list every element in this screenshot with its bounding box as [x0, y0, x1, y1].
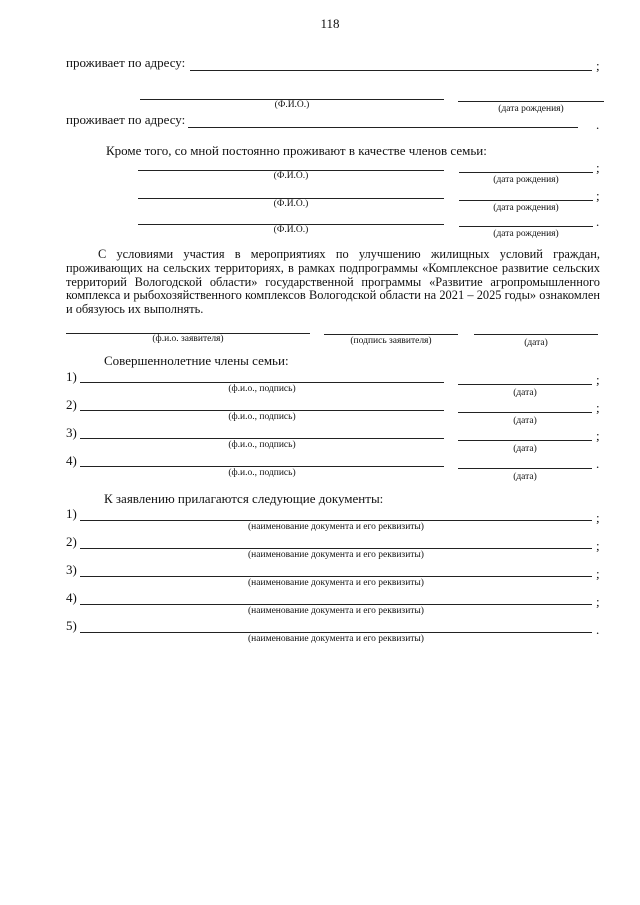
- document-line[interactable]: [80, 520, 592, 521]
- family-birth-line[interactable]: [459, 200, 593, 201]
- adults-heading: Совершеннолетние члены семьи:: [104, 353, 289, 368]
- line-end-mark: .: [596, 622, 600, 637]
- document-line[interactable]: [80, 604, 592, 605]
- fio-caption: (Ф.И.О.): [273, 171, 309, 181]
- document-caption: (наименование документа и его реквизиты): [248, 634, 424, 644]
- birth-caption: (дата рождения): [493, 229, 559, 239]
- adult-fio-sign-line[interactable]: [80, 410, 444, 411]
- family-birth-line[interactable]: [459, 226, 593, 227]
- line-end-mark: ;: [596, 400, 600, 415]
- applicant-sign-line[interactable]: [324, 334, 458, 335]
- birth-date-line[interactable]: [458, 101, 604, 102]
- applicant-date-caption: (дата): [524, 338, 548, 348]
- adult-date-line[interactable]: [458, 468, 592, 469]
- line-end-mark: ;: [596, 58, 600, 73]
- applicant-fio-caption: (ф.и.о. заявителя): [152, 334, 224, 344]
- line-end-mark: ;: [596, 510, 600, 525]
- fio-caption: (Ф.И.О.): [273, 225, 309, 235]
- document-number: 2): [66, 534, 77, 549]
- document-caption: (наименование документа и его реквизиты): [248, 522, 424, 532]
- adult-fio-sign-line[interactable]: [80, 382, 444, 383]
- adult-fio-sign-line[interactable]: [80, 466, 444, 467]
- applicant-date-line[interactable]: [474, 334, 598, 335]
- line-end-mark: ;: [596, 594, 600, 609]
- line-end-mark: ;: [596, 160, 600, 175]
- adult-date-caption: (дата): [513, 388, 537, 398]
- adult-number: 2): [66, 397, 77, 412]
- address-label: проживает по адресу:: [66, 55, 186, 70]
- documents-heading: К заявлению прилагаются следующие документы:: [104, 491, 384, 506]
- document-line[interactable]: [80, 548, 592, 549]
- document-line[interactable]: [80, 576, 592, 577]
- line-end-mark: ;: [596, 538, 600, 553]
- document-number: 3): [66, 562, 77, 577]
- birth-caption: (дата рождения): [493, 203, 559, 213]
- line-end-mark: ;: [596, 428, 600, 443]
- address-label: проживает по адресу:: [66, 112, 186, 127]
- document-caption: (наименование документа и его реквизиты): [248, 550, 424, 560]
- adult-date-line[interactable]: [458, 384, 592, 385]
- line-end-mark: ;: [596, 372, 600, 387]
- page-number: 118: [320, 16, 340, 31]
- line-end-mark: .: [596, 117, 600, 132]
- document-number: 4): [66, 590, 77, 605]
- address-line[interactable]: [190, 70, 592, 71]
- conditions-paragraph: С условиями участия в мероприятиях по улучшению жилищных условий граждан, проживающих на сельских территориях, в рамках подпрограммы «Комплексное развитие сельских территорий Вологодской области» государственной программы «Развитие агропромышленного комплекса и рыбохозяйственного комплексов Вологодской области на 2021 – 2025 годы» ознакомлен и обязуюсь их выполнять.: [66, 247, 600, 317]
- birth-caption: (дата рождения): [498, 104, 564, 114]
- line-end-mark: ;: [596, 188, 600, 203]
- document-caption: (наименование документа и его реквизиты): [248, 606, 424, 616]
- line-end-mark: ;: [596, 566, 600, 581]
- family-birth-line[interactable]: [459, 172, 593, 173]
- line-end-mark: .: [596, 456, 600, 471]
- birth-caption: (дата рождения): [493, 175, 559, 185]
- line-end-mark: .: [596, 214, 600, 229]
- adult-caption: (ф.и.о., подпись): [228, 412, 296, 422]
- adult-fio-sign-line[interactable]: [80, 438, 444, 439]
- adult-caption: (ф.и.о., подпись): [228, 384, 296, 394]
- applicant-sign-caption: (подпись заявителя): [350, 336, 432, 346]
- adult-date-line[interactable]: [458, 440, 592, 441]
- document-caption: (наименование документа и его реквизиты): [248, 578, 424, 588]
- fio-caption: (Ф.И.О.): [273, 199, 309, 209]
- adult-date-caption: (дата): [513, 444, 537, 454]
- document-line[interactable]: [80, 632, 592, 633]
- fio-caption: (Ф.И.О.): [274, 100, 310, 110]
- adult-number: 3): [66, 425, 77, 440]
- adult-caption: (ф.и.о., подпись): [228, 440, 296, 450]
- address-line[interactable]: [188, 127, 578, 128]
- adult-date-caption: (дата): [513, 416, 537, 426]
- document-number: 1): [66, 506, 77, 521]
- adult-date-line[interactable]: [458, 412, 592, 413]
- family-intro: Кроме того, со мной постоянно проживают в качестве членов семьи:: [106, 143, 487, 158]
- adult-caption: (ф.и.о., подпись): [228, 468, 296, 478]
- adult-number: 1): [66, 369, 77, 384]
- adult-date-caption: (дата): [513, 472, 537, 482]
- document-number: 5): [66, 618, 77, 633]
- adult-number: 4): [66, 453, 77, 468]
